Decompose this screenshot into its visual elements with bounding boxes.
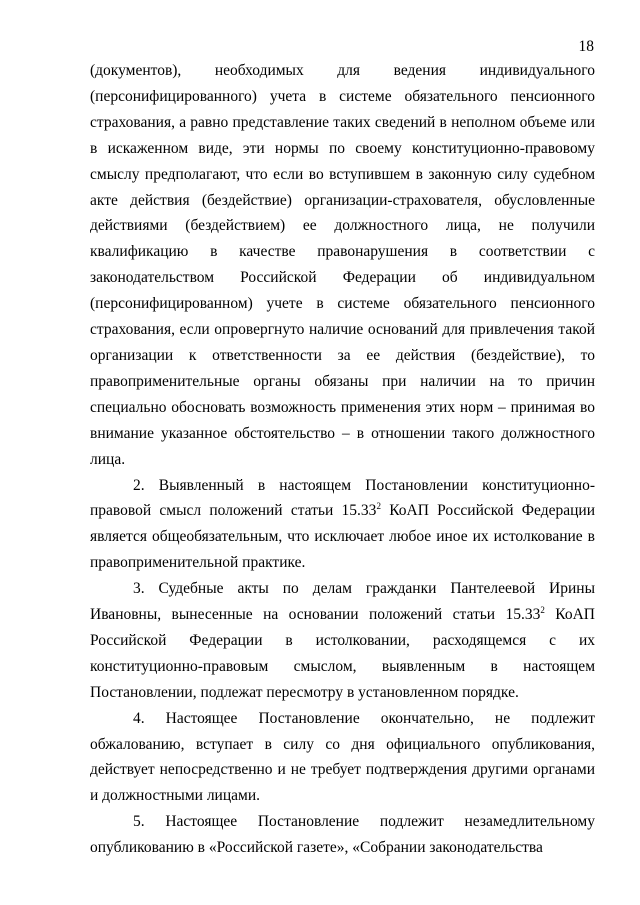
paragraph-2 (90, 473, 595, 577)
paragraph-text: 3. Судебные акты по делам гражданки Пантелеевой Ирины Ивановны, вынесенные на основании положений статьи 15.33 (90, 580, 595, 624)
paragraph-4 (90, 706, 595, 810)
paragraph-5 (90, 809, 595, 861)
paragraph-text: КоАП Российской Федерации является общеобязательным, что исключает любое иное их истолкование в правоприменительной практике. (90, 502, 595, 572)
page-number: 18 (578, 38, 594, 55)
paragraph-text: (документов), необходимых для ведения индивидуального (персонифицированного) учета в системе обязательного пенсионного страхования, а равно представление таких сведений в неполном объеме или в искаженном виде, эти нормы по своему конституционно-правовому смыслу предполагают, что если во вступившем в законную силу судебном акте действия (бездействие) организации-страхователя, обусловленные действиями (бездействием) ее должностного лица, не получили квалификацию в качестве правонарушения в соответствии с законодательством Российской Федерации об индивидуальном (персонифицированном) учете в системе обязательного пенсионного страхования, если опровергнуто наличие оснований для привлечения такой организации к ответственности за ее действия (бездействие), то правоприменительные органы обязаны при наличии на то причин специально обосновать возможность применения этих норм – принимая во внимание указанное обстоятельство – в отношении такого должностного лица. (90, 62, 595, 468)
document-body (90, 58, 595, 861)
superscript: 2 (540, 605, 545, 616)
paragraph-3 (90, 576, 595, 706)
superscript: 2 (376, 501, 381, 512)
paragraph-text: 2. Выявленный в настоящем Постановлении конституционно-правовой смысл положений статьи 15.33 (90, 476, 595, 520)
paragraph-1 (90, 58, 595, 473)
paragraph-text: КоАП Российской Федерации в истолковании, расходящемся с их конституционно-правовым смыслом, выявленным в настоящем Постановлении, подлежат пересмотру в установленном порядке. (90, 606, 595, 701)
paragraph-text: 5. Настоящее Постановление подлежит незамедлительному опубликованию в «Российской газете», «Собрании законодательства (90, 813, 595, 857)
paragraph-text: 4. Настоящее Постановление окончательно, не подлежит обжалованию, вступает в силу со дня официального опубликования, действует непосредственно и не требует подтверждения другими органами и должностными лицами. (90, 709, 595, 805)
